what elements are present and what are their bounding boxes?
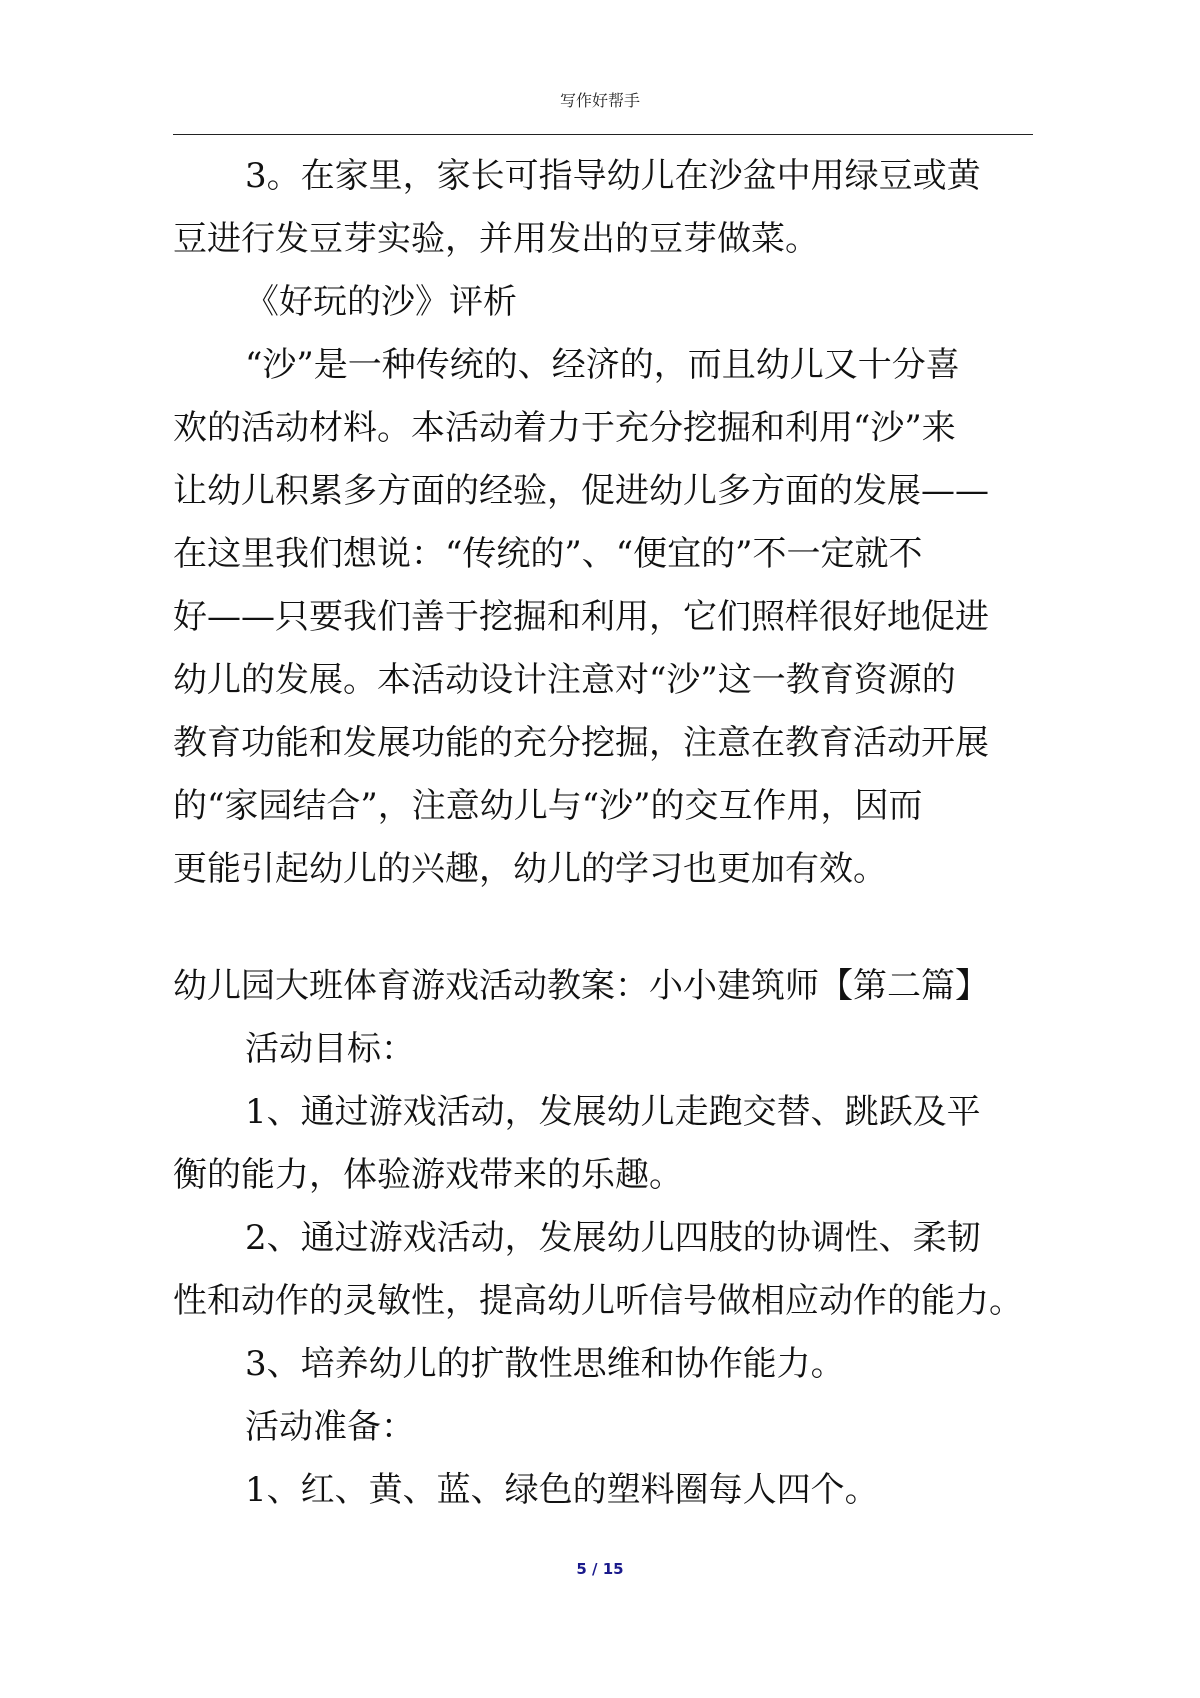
list-item: 1、通过游戏活动，发展幼儿走跑交替、跳跃及平 xyxy=(245,1092,981,1132)
article-title: 幼儿园大班体育游戏活动教案：小小建筑师【第二篇】 xyxy=(173,966,989,1006)
section-heading: 活动目标： xyxy=(245,1029,415,1069)
page-header-title: 写作好帮手 xyxy=(559,91,640,110)
list-item-continuation: 性和动作的灵敏性，提高幼儿听信号做相应动作的能力。 xyxy=(173,1281,1023,1321)
paragraph-gap xyxy=(173,901,1053,955)
header-divider xyxy=(173,134,1033,135)
page-number: 5 / 15 xyxy=(576,1560,624,1578)
paragraph-line: “沙”是一种传统的、经济的，而且幼儿又十分喜 xyxy=(245,345,960,385)
document-body xyxy=(173,145,1053,1522)
paragraph-line: 更能引起幼儿的兴趣，幼儿的学习也更加有效。 xyxy=(173,849,887,889)
list-item-continuation: 衡的能力，体验游戏带来的乐趣。 xyxy=(173,1155,683,1195)
section-heading: 《好玩的沙》评析 xyxy=(245,282,517,322)
paragraph-line: 3。在家里，家长可指导幼儿在沙盆中用绿豆或黄 xyxy=(245,156,981,196)
paragraph-line: 让幼儿积累多方面的经验，促进幼儿多方面的发展—— xyxy=(173,471,989,511)
paragraph-line: 好——只要我们善于挖掘和利用，它们照样很好地促进 xyxy=(173,597,989,637)
paragraph-line: 在这里我们想说：“传统的”、“便宜的”不一定就不 xyxy=(173,534,923,574)
list-item: 3、培养幼儿的扩散性思维和协作能力。 xyxy=(245,1344,845,1384)
paragraph-line: 豆进行发豆芽实验，并用发出的豆芽做菜。 xyxy=(173,219,819,259)
list-item: 2、通过游戏活动，发展幼儿四肢的协调性、柔韧 xyxy=(245,1218,981,1258)
paragraph-line: 的“家园结合”，注意幼儿与“沙”的交互作用，因而 xyxy=(173,786,923,826)
paragraph-line: 幼儿的发展。本活动设计注意对“沙”这一教育资源的 xyxy=(173,660,956,700)
section-heading: 活动准备： xyxy=(245,1407,415,1447)
paragraph-line: 教育功能和发展功能的充分挖掘，注意在教育活动开展 xyxy=(173,723,989,763)
list-item: 1、红、黄、蓝、绿色的塑料圈每人四个。 xyxy=(245,1470,879,1510)
paragraph-line: 欢的活动材料。本活动着力于充分挖掘和利用“沙”来 xyxy=(173,408,956,448)
